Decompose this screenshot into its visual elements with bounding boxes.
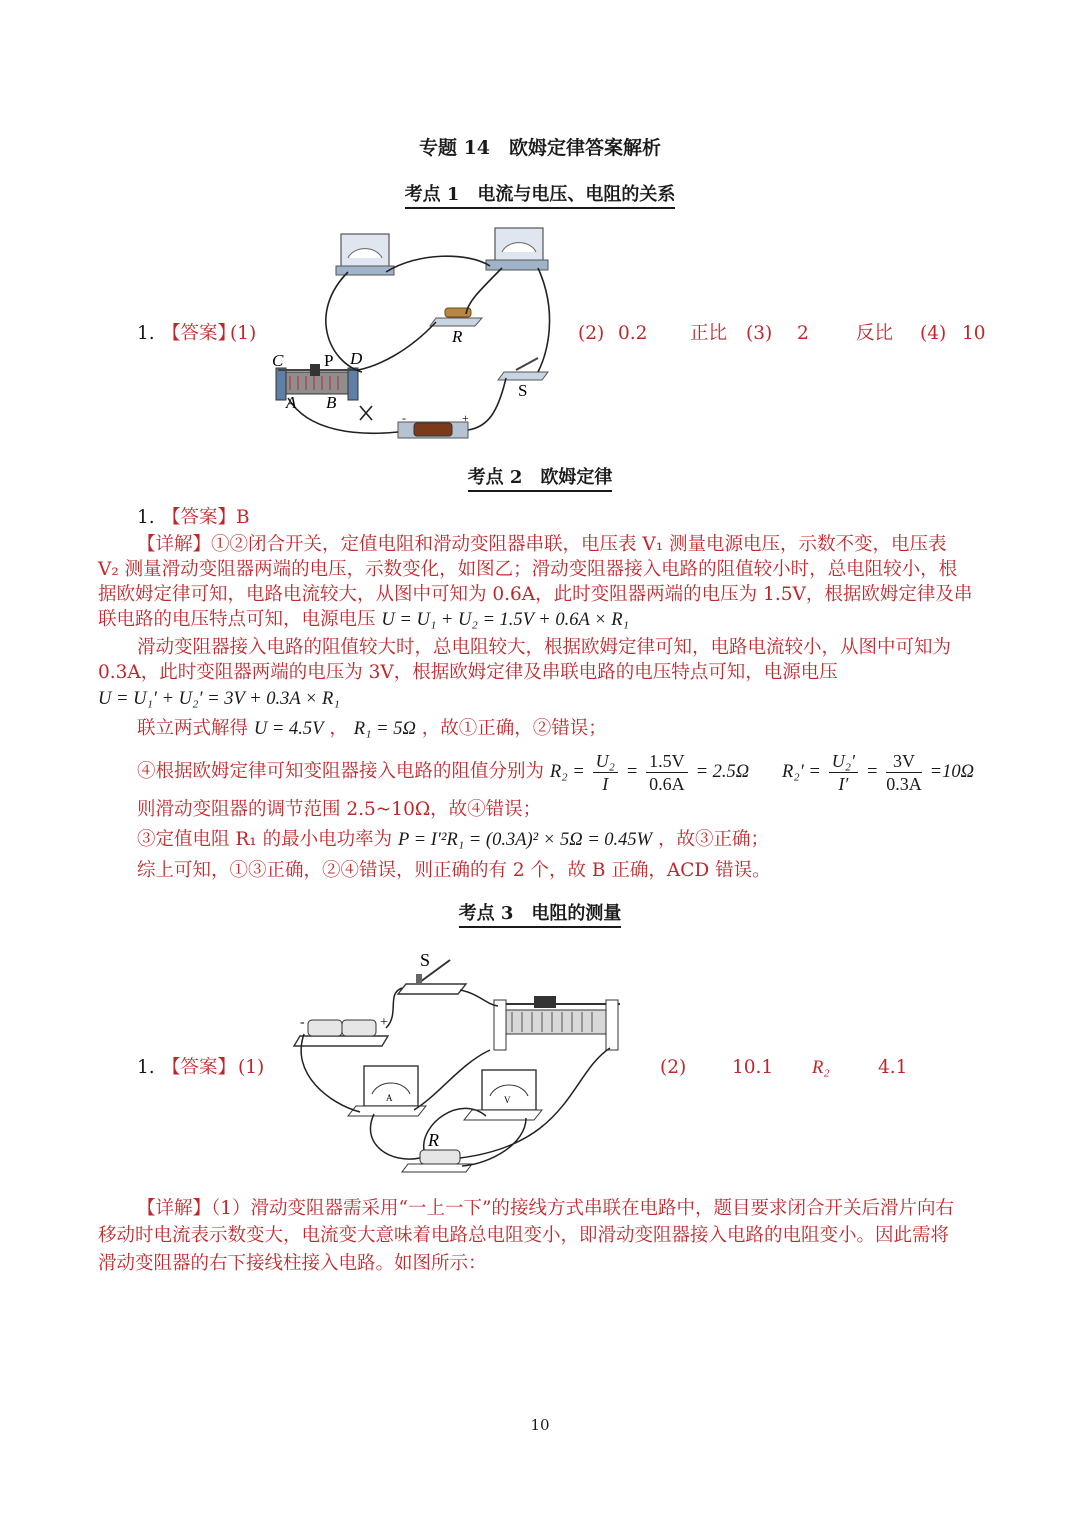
section2-r2-prime-result: =10Ω [929, 762, 975, 782]
battery-minus: - [402, 411, 406, 425]
fraction-3v-over-0-3a: $\frac{3V}{0.3A}$ [886, 750, 922, 794]
fraction-1-5v-over-0-6a: $\frac{1.5V}{0.6A}$ [646, 750, 688, 795]
section1-value4: 10 [962, 323, 986, 344]
section2-detail-line6: 0.3A，此时变阻器两端的电压为 3V，根据欧姆定律及串联电路的电压特点可知，电源电压 [98, 662, 838, 683]
voltmeter-icon [336, 234, 394, 275]
section1-heading [0, 180, 1080, 206]
section3-detail-line2: 移动时电流表示数变大，电流变大意味着电路总电阻变小，即滑动变阻器接入电路的电阻变小。因此需将 [98, 1225, 950, 1246]
section2-detail-line1: 【详解】①②闭合开关，定值电阻和滑动变阻器串联，电压表 V₁ 测量电源电压，示数不变，电压表 [137, 534, 947, 555]
section2-title: 考点 2 欧姆定律 [468, 467, 613, 492]
label-b: B [326, 393, 337, 412]
section2-line11-text: ③定值电阻 R₁ 的最小电功率为 [137, 829, 393, 850]
label-s: S [518, 381, 528, 400]
section2-result-r1: R₁ = 5Ω [353, 719, 416, 739]
section2-line4-text: 联电路的电压特点可知，电源电压 [98, 609, 376, 630]
page-title: 专题 14 欧姆定律答案解析 [418, 137, 662, 159]
section2-result-u: U = 4.5V [253, 719, 324, 739]
rheostat-icon [494, 996, 620, 1050]
section1-answer-tag: 【答案】 [162, 323, 237, 344]
section3-value-a: 10.1 [732, 1057, 774, 1078]
section3-title: 考点 3 电阻的测量 [459, 903, 622, 928]
battery-plus: + [462, 411, 469, 425]
section2-equation2: U = U₁′ + U₂′ = 3V + 0.3A × R₁ [98, 689, 340, 709]
section2-r2-label: R₂ = [549, 762, 585, 782]
section2-line8-conclusion: ，故①正确，②错误； [421, 718, 607, 739]
section2-line9-text: ④根据欧姆定律可知变阻器接入电路的阻值分别为 [137, 761, 545, 782]
section3-question-number: 1. [137, 1057, 155, 1078]
voltmeter-icon [464, 1070, 542, 1120]
battery-minus: - [300, 1015, 305, 1030]
section3-answer-tag: 【答案】 [162, 1057, 237, 1078]
section3-value-c: 4.1 [878, 1057, 908, 1078]
section2-r2-prime-formula: R₂′ = $\frac{\text{U₂′}}{I'}$ = $\frac{3V}{0.3A}$ =10Ω [782, 750, 975, 794]
section1-part3: (3) [746, 323, 773, 344]
battery-icon [398, 422, 468, 438]
fraction-u2p-over-ip: $\frac{\text{U₂′}}{I'}$ [829, 750, 858, 795]
section2-heading [0, 463, 1080, 489]
ammeter-label: A [386, 1093, 393, 1103]
label-c: C [272, 351, 284, 370]
section2-answer: 【答案】B [162, 507, 250, 528]
page-number: 10 [530, 1416, 550, 1434]
resistor-icon [430, 308, 482, 326]
section2-detail-line5: 滑动变阻器接入电路的阻值较大时，总电阻较大，根据欧姆定律可知，电路电流较小，从图中可知为 [137, 637, 952, 658]
fraction-u2-over-i: $\frac{\text{U₂}}{I}$ [593, 750, 618, 795]
section2-line11-conclusion: ，故③正确； [658, 829, 770, 850]
section3-part2: (2) [660, 1057, 687, 1078]
label-p: P [324, 351, 334, 370]
section2-detail-line12: 综上可知，①③正确，②④错误，则正确的有 2 个，故 B 正确，ACD 错误。 [137, 860, 771, 881]
label-s: S [420, 950, 431, 970]
section2-r2-result: = 2.5Ω [695, 762, 750, 782]
label-r: R [428, 1130, 439, 1150]
section1-value2: 0.2 [618, 323, 648, 344]
ammeter-icon [486, 228, 548, 270]
section1-part1: (1) [230, 323, 257, 344]
resistor-icon [402, 1150, 472, 1172]
section1-part2: (2) [578, 323, 605, 344]
section2-question-number: 1. [137, 507, 155, 528]
section3-heading [0, 899, 1080, 925]
section3-value-b: R₂ [812, 1058, 830, 1078]
label-r: R [452, 327, 463, 346]
battery-plus: + [380, 1015, 388, 1030]
label-a: A [286, 393, 297, 412]
section1-part4: (4) [920, 323, 947, 344]
section2-detail-line10: 则滑动变阻器的调节范围 2.5~10Ω，故④错误； [137, 799, 542, 820]
voltmeter-label: V [504, 1095, 511, 1105]
section2-line8-text: 联立两式解得 [137, 718, 249, 739]
section3-detail-line1: 【详解】（1）滑动变阻器需采用“一上一下”的接线方式串联在电路中，题目要求闭合开关后滑片向右 [137, 1198, 954, 1219]
section3-detail-line3: 滑动变阻器的右下接线柱接入电路。如图所示： [98, 1253, 487, 1274]
ammeter-icon [348, 1066, 426, 1116]
section2-detail-line3: 据欧姆定律可知，电路电流较大，从图中可知为 0.6A，此时变阻器两端的电压为 1.5V，根据欧姆定律及串 [98, 584, 973, 605]
section2-detail-line11 [137, 827, 769, 853]
section2-power-equation: P = I′²R₁ = (0.3A)² × 5Ω = 0.45W [398, 830, 653, 850]
battery-icon [294, 1020, 388, 1046]
section2-detail-line2: V₂ 测量滑动变阻器两端的电压，示数变化，如图乙；滑动变阻器接入电路的阻值较小时，总电阻较小，根 [98, 559, 958, 580]
section1-value3: 2 [797, 323, 809, 344]
section1-circuit-diagram [268, 222, 568, 444]
section1-question-number: 1. [137, 323, 155, 344]
section1-answer3: 反比 [856, 323, 894, 344]
section3-part1: (1) [238, 1057, 265, 1078]
switch-icon [498, 358, 548, 380]
section1-answer2: 正比 [690, 323, 728, 344]
section2-r2-prime-label: R₂′ = [782, 762, 821, 782]
section1-title: 考点 1 电流与电压、电阻的关系 [405, 184, 676, 209]
section2-detail-line9: ④根据欧姆定律可知变阻器接入电路的阻值分别为 R₂ = $\frac{\text{U₂}}{I}$ = $\frac{1.5V}{0.6A}$ = 2.5Ω [137, 750, 750, 794]
section3-circuit-diagram [290, 944, 635, 1184]
section2-detail-line8: 联立两式解得 U = 4.5V ， R₁ = 5Ω ，故①正确，②错误； [137, 718, 607, 739]
section2-equation1: U = U₁ + U₂ = 1.5V + 0.6A × R₁ [381, 610, 629, 630]
switch-icon [398, 960, 466, 994]
label-d: D [350, 349, 363, 368]
section2-detail-line4 [98, 607, 629, 633]
